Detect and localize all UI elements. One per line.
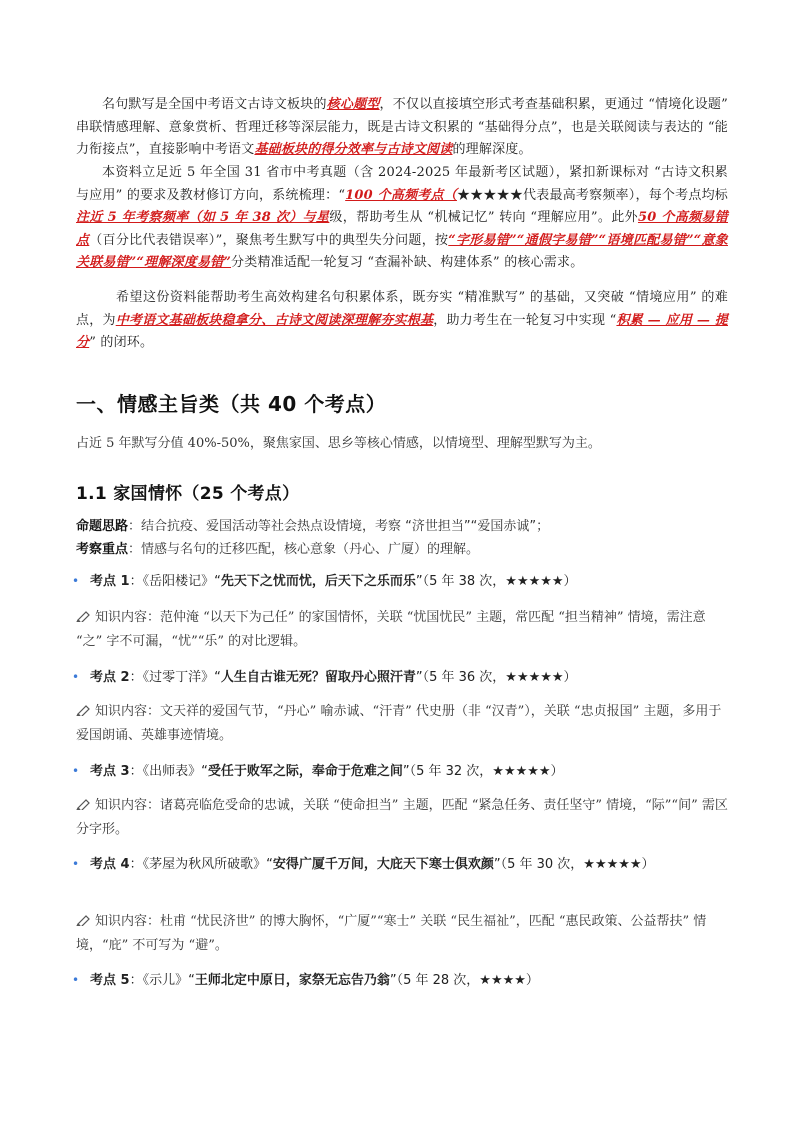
bullet-icon: • [72,764,80,778]
intro-paragraph-3: 希望这份资料能帮助考生高效构建名句积累体系，既夯实 “精准默写” 的基础，又突破 “情境应用” 的难点，为中考语文基础板块稳拿分、古诗文阅读深理解夯实根基，助力考生在一轮复习中实现 “积累 — 应用 — 提分” 的闭环。 [76,290,728,350]
exam-point: • 考点 2：《过零丁洋》“人生自古谁无死？留取丹心照汗青”（5 年 36 次，★★★★★） [72,666,732,689]
highlight-50-errors: 50 个高频易错点 [76,210,728,248]
bullet-icon: • [72,857,80,871]
exam-point-frequency: ”（5 年 30 次，★★★★★） [493,857,655,872]
highlight-core-question: 核心题型 [326,97,380,112]
exam-point-frequency: ”（5 年 38 次，★★★★★） [415,574,577,589]
subsection-title: 1.1 家国情怀（25 个考点） [76,484,300,504]
exam-point-label: 考点 5 [90,973,130,988]
pencil-icon [76,798,92,810]
exam-point: • 考点 4：《茅屋为秋风所破歌》“安得广厦千万间，大庇天下寒士俱欢颜”（5 年 30 次，★★★★★） [72,853,772,876]
exam-point-quote: 人生自古谁无死？留取丹心照汗青 [220,670,416,685]
highlight-goal: 中考语文基础板块稳拿分、古诗文阅读深理解夯实根基 [115,312,434,328]
pencil-icon [76,914,92,926]
exam-focus-text: ：情感与名句的迁移匹配，核心意象（丹心、广厦）的理解。 [128,542,480,557]
exam-point: • 考点 1：《岳阳楼记》“先天下之忧而忧，后天下之乐而乐”（5 年 38 次，★★★★★） [72,570,732,593]
exam-focus [76,540,728,560]
exam-point: • 考点 5：《示儿》“王师北定中原日，家祭无忘告乃翁”（5 年 28 次，★★★★） [72,969,732,992]
bullet-icon: • [72,973,80,987]
intro-paragraph-2: 本资料立足近 5 年全国 31 省市中考真题（含 2024-2025 年最新考区试题），紧扣新课标对 “古诗文积累与应用” 的要求及教材修订方向，系统梳理：“100 个高频考点（★★★★★代表最高考察频率），每个考点均标注近 5 年考察频率（如 5 年 38 次）与星级，帮助考生从 “机械记忆” 转向 “理解应用”。此外50 个高频易错点（百分比代表错误率）”，聚焦考生默写中的典型失分问题，按“字形易错”“通假字易错”“语境匹配易错”“意象关联易错”“理解深度易错”分类精准适配一轮复习 “查漏补缺、构建体系” 的核心需求。 [76,165,728,270]
bullet-icon: • [72,670,80,684]
exam-point-frequency: ”（5 年 36 次，★★★★★） [415,670,577,685]
question-idea [76,517,728,537]
highlight-error-categories: “字形易错”“通假字易错”“语境匹配易错”“意象关联易错”“理解深度易错” [76,232,728,270]
highlight-cycle: 积累 — 应用 — 提分 [76,312,728,350]
question-idea-text: ：结合抗疫、爱国活动等社会热点设情境，考察 “济世担当”“爱国赤诚”； [128,519,550,534]
exam-point: • 考点 3：《出师表》“受任于败军之际，奉命于危难之间”（5 年 32 次，★★★★★） [72,760,732,783]
exam-point-frequency: ”（5 年 32 次，★★★★★） [402,764,564,779]
intro-paragraph-1: 名句默写是全国中考语文古诗文板块的核心题型，不仅以直接填空形式考查基础积累，更通过 “情境化设题” 串联情感理解、意象赏析、哲理迁移等深层能力，既是古诗文积累的 “基础得分点”，也是关联阅读与表达的 “能力衔接点”，直接影响中考语文基础板块的得分效率与古诗文阅读的理解深度。 [76,97,728,157]
exam-point-quote: 先天下之忧而忧，后天下之乐而乐 [220,574,416,589]
knowledge-note: 知识内容：范仲淹 “以天下为己任” 的家国情怀，关联 “忧国忧民” 主题，常匹配 “担当精神” 情境，需注意 “之” 字不可漏，“忧”“乐” 的对比逻辑。 [76,610,706,649]
section-description: 占近 5 年默写分值 40%-50%，聚焦家国、思乡等核心情感，以情境型、理解型默写为主。 [76,436,601,451]
exam-point-label: 考点 1 [90,574,130,589]
question-idea-label: 命题思路 [76,519,129,534]
pencil-icon [76,704,92,716]
pencil-icon [76,610,92,622]
exam-point-quote: 安得广厦千万间，大庇天下寒士俱欢颜 [272,857,494,872]
highlight-basic-score: 基础板块的得分效率与古诗文阅读 [254,142,453,157]
exam-focus-label: 考察重点 [76,542,129,557]
section-title: 一、情感主旨类（共 40 个考点） [76,392,387,416]
exam-point-frequency: ”（5 年 28 次，★★★★） [389,973,539,988]
knowledge-note: 知识内容：杜甫 “忧民济世” 的博大胸怀，“广厦”“寒士” 关联 “民生福祉”，匹配 “惠民政策、公益帮扶” 情境，“庇” 不可写为 “避”。 [76,914,707,953]
exam-point-quote: 受任于败军之际，奉命于危难之间 [207,764,403,779]
knowledge-note: 知识内容：诸葛亮临危受命的忠诚，关联 “使命担当” 主题，匹配 “紧急任务、责任坚守” 情境，“际”“间” 需区分字形。 [76,798,728,837]
knowledge-note: 知识内容：文天祥的爱国气节，“丹心” 喻赤诚、“汗青” 代史册（非 “汉青”），关联 “忠贞报国” 主题，多用于爱国朗诵、英雄事迹情境。 [76,704,722,743]
exam-point-quote: 王师北定中原日，家祭无忘告乃翁 [194,973,390,988]
bullet-icon: • [72,574,80,588]
highlight-frequency-note: 注近 5 年考察频率（如 5 年 38 次）与星 [76,210,330,225]
exam-point-label: 考点 2 [90,670,130,685]
exam-point-label: 考点 4 [90,857,130,872]
exam-point-label: 考点 3 [90,764,130,779]
highlight-100-points: 100 个高频考点（ [345,187,457,203]
